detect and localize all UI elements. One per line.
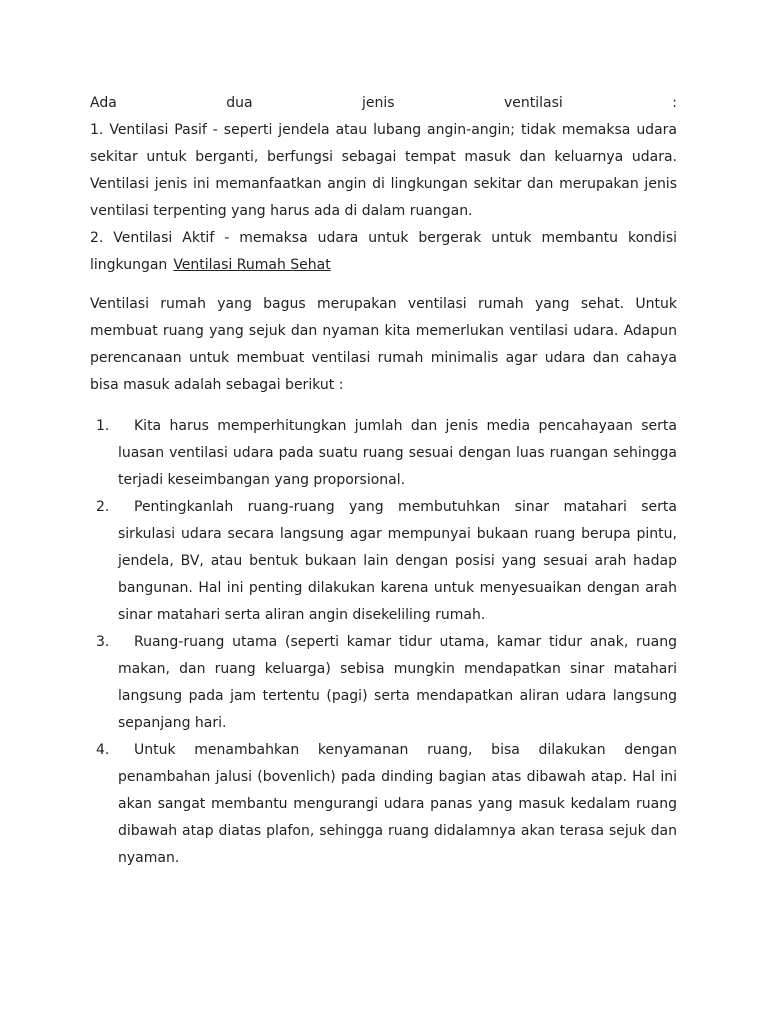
list-item xyxy=(90,494,677,629)
list-item-text: Kita harus memperhitungkan jumlah dan jenis media pencahayaan serta luasan ventilasi udara pada suatu ruang sesuai dengan luas ruangan sehingga terjadi keseimbangan yang proporsional. xyxy=(118,418,677,488)
ventilation-types xyxy=(90,117,677,279)
ventilation-type-active xyxy=(90,225,677,279)
list-item-number: 3. xyxy=(96,634,110,650)
list-item-number: 2. xyxy=(96,499,110,515)
list-item xyxy=(90,413,677,494)
heading-word: dua xyxy=(226,95,253,111)
heading-word: Ada xyxy=(90,95,117,111)
heading-word: ventilasi xyxy=(504,95,563,111)
list-item-text: Ruang-ruang utama (seperti kamar tidur utama, kamar tidur anak, ruang makan, dan ruang keluarga) sebisa mungkin mendapatkan sinar matahari langsung pada jam tertentu (pagi) serta mendapatkan aliran udara langsung sepanjang hari. xyxy=(118,634,677,731)
document-page xyxy=(90,90,677,872)
list-item-number: 1. xyxy=(96,418,110,434)
ventilation-type-active-text: 2. Ventilasi Aktif - memaksa udara untuk bergerak untuk membantu kondisi lingkungan xyxy=(90,230,677,273)
list-item xyxy=(90,737,677,872)
ventilation-type-passive: 1. Ventilasi Pasif - seperti jendela atau lubang angin-angin; tidak memaksa udara sekitar untuk berganti, berfungsi sebagai tempat masuk dan keluarnya udara. Ventilasi jenis ini memanfaatkan angin di lingkungan sekitar dan merupakan jenis ventilasi terpenting yang harus ada di dalam ruangan. xyxy=(90,122,677,219)
heading-word: jenis xyxy=(362,95,395,111)
body-paragraph: Ventilasi rumah yang bagus merupakan ventilasi rumah yang sehat. Untuk membuat ruang yang sejuk dan nyaman kita memerlukan ventilasi udara. Adapun perencanaan untuk membuat ventilasi rumah minimalis agar udara dan cahaya bisa masuk adalah sebagai berikut : xyxy=(90,296,677,393)
intro-heading xyxy=(90,90,677,117)
ventilasi-rumah-sehat-link[interactable]: Ventilasi Rumah Sehat xyxy=(173,257,331,273)
list-item xyxy=(90,629,677,737)
list-item-number: 4. xyxy=(96,742,110,758)
heading-word: : xyxy=(672,95,677,111)
steps-list xyxy=(90,413,677,872)
list-item-text: Untuk menambahkan kenyamanan ruang, bisa dilakukan dengan penambahan jalusi (bovenlich) pada dinding bagian atas dibawah atap. Hal ini akan sangat membantu mengurangi udara panas yang masuk kedalam ruang dibawah atap diatas plafon, sehingga ruang didalamnya akan terasa sejuk dan nyaman. xyxy=(118,742,677,866)
list-item-text: Pentingkanlah ruang-ruang yang membutuhkan sinar matahari serta sirkulasi udara secara langsung agar mempunyai bukaan ruang berupa pintu, jendela, BV, atau bentuk bukaan lain dengan posisi yang sesuai arah hadap bangunan. Hal ini penting dilakukan karena untuk menyesuaikan dengan arah sinar matahari serta aliran angin disekeliling rumah. xyxy=(118,499,677,623)
